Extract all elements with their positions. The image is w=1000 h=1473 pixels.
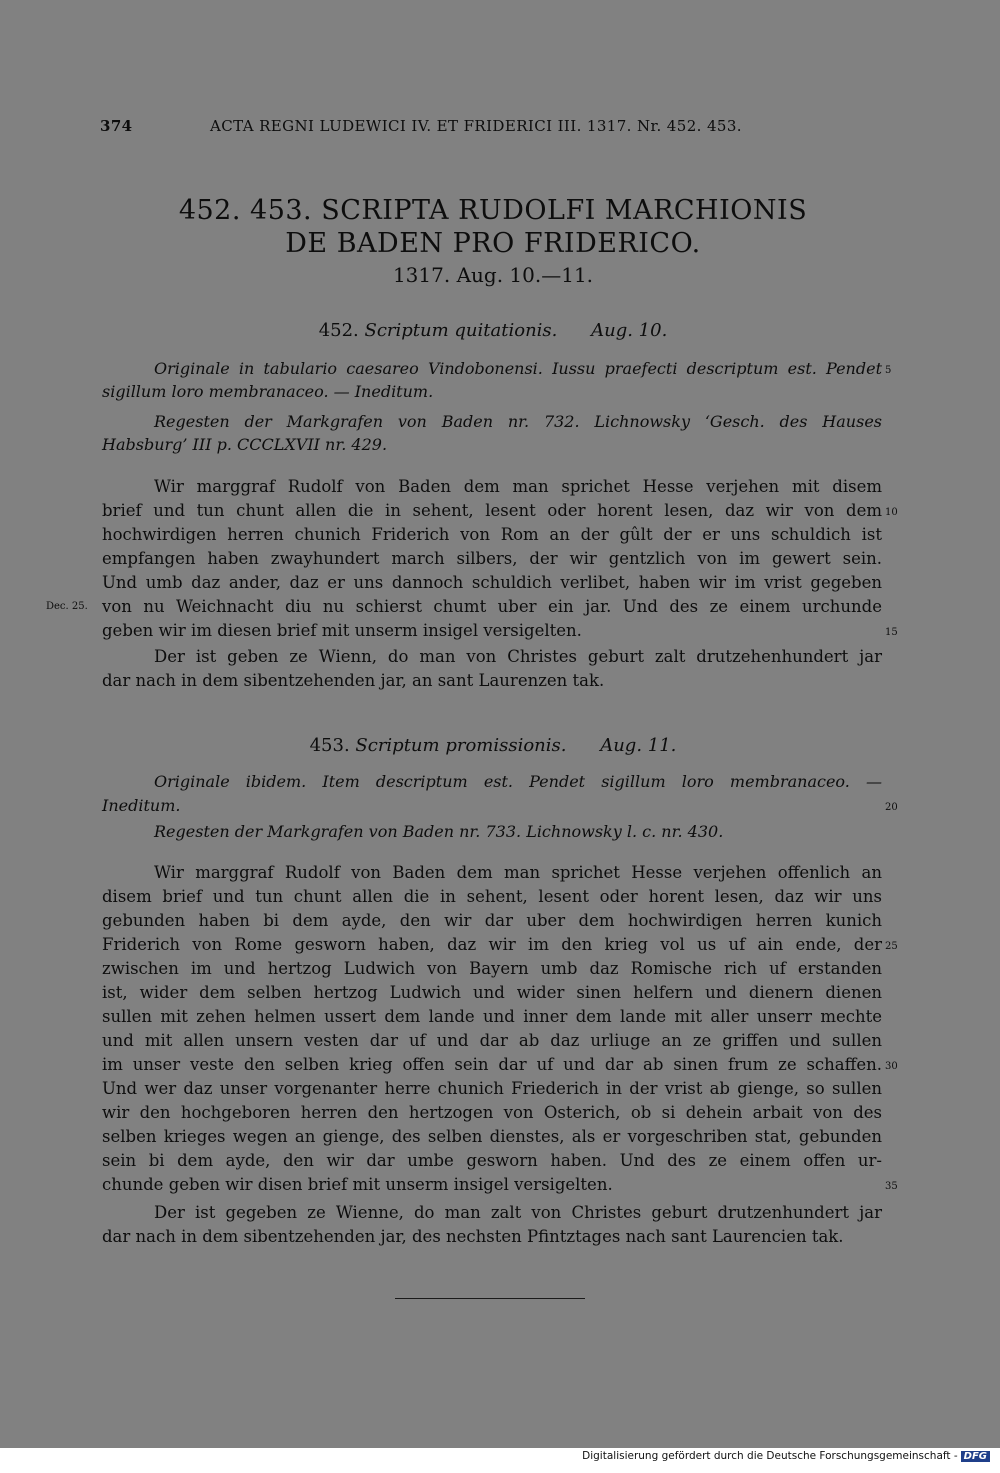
doc-453-text-line: sein bi dem ayde, den wir dar umbe gesworn haben. Und des ze einem offen ur- (102, 1151, 882, 1170)
line-number: 30 (885, 1061, 898, 1072)
doc-453-date: Aug. 11. (600, 735, 677, 756)
doc-452-text-line: hochwirdigen herren chunich Friderich von Rom an der gûlt der er uns schuldich ist (102, 525, 882, 544)
doc-453-text-line: chunde geben wir disen brief mit unserm insigel versigelten. (102, 1175, 613, 1194)
doc-453-text-line: sullen mit zehen helmen ussert dem lande und inner dem lande mit aller unserr mechte (102, 1007, 882, 1026)
doc-452-note-line: Originale in tabulario caesareo Vindobonensi. Iussu praefecti descriptum est. Pendet (154, 359, 882, 378)
doc-453-note-line: Ineditum. (102, 796, 181, 815)
doc-453-text-line: Wir marggraf Rudolf von Baden dem man sprichet Hesse verjehen offenlich an (154, 863, 882, 882)
doc-453-heading (100, 735, 886, 756)
doc-453-text-line: wir den hochgeboren herren den hertzogen von Osterich, ob si dehein arbait von des (102, 1103, 882, 1122)
footer-credit (560, 1450, 990, 1472)
doc-452-dating-line: Der ist geben ze Wienn, do man von Christes geburt zalt drutzehenhundert jar (154, 647, 882, 666)
doc-452-title: Scriptum quitationis. (364, 320, 558, 341)
doc-453-text-line: gebunden haben bi dem ayde, den wir dar uber dem hochwirdigen herren kunich (102, 911, 882, 930)
doc-453-text-line: disem brief und tun chunt allen die in sehent, lesent oder horent lesen, daz wir uns (102, 887, 882, 906)
main-title-line-2: DE BADEN PRO FRIDERICO. (285, 228, 701, 259)
doc-453-text-line: Und wer daz unser vorgenanter herre chunich Friederich in der vrist ab gienge, so sullen (102, 1079, 882, 1098)
line-number: 10 (885, 507, 898, 518)
margin-date-note: Dec. 25. (46, 601, 88, 612)
doc-452-text-line: von nu Weichnacht diu nu schierst chumt uber ein jar. Und des ze einem urchunde (102, 597, 882, 616)
line-number: 35 (885, 1181, 898, 1192)
doc-452-number: 452. (318, 320, 359, 341)
line-number: 15 (885, 627, 898, 638)
doc-453-title: Scriptum promissionis. (355, 735, 567, 756)
doc-452-text-line: brief und tun chunt allen die in sehent, lesent oder horent lesen, daz wir von dem (102, 501, 882, 520)
doc-453-text-line: zwischen im und hertzog Ludwich von Bayern umb daz Romische rich uf erstanden (102, 959, 882, 978)
line-number: 20 (885, 802, 898, 813)
doc-452-note-line: sigillum loro membranaceo. — Ineditum. (102, 382, 434, 401)
doc-452-dating-line: dar nach in dem sibentzehenden jar, an sant Laurenzen tak. (102, 671, 605, 690)
doc-453-number: 453. (309, 735, 350, 756)
doc-452-regest-line: Habsburg’ III p. CCCLXVII nr. 429. (102, 435, 388, 454)
doc-452-text-line: geben wir im diesen brief mit unserm insigel versigelten. (102, 621, 582, 640)
dfg-logo: DFG (961, 1451, 990, 1462)
doc-453-text-line: ist, wider dem selben hertzog Ludwich und wider sinen helfern und dienern dienen (102, 983, 882, 1002)
doc-453-text-line: im unser veste den selben krieg offen sein dar uf und dar ab sinen frum ze schaffen. (102, 1055, 882, 1074)
doc-453-text-line: selben krieges wegen an gienge, des selben dienstes, als er vorgeschriben stat, gebunden (102, 1127, 882, 1146)
doc-452-regest-line: Regesten der Markgrafen von Baden nr. 732. Lichnowsky ‘Gesch. des Hauses (154, 412, 882, 431)
footer-text: Digitalisierung gefördert durch die Deutsche Forschungsgemeinschaft - (582, 1450, 958, 1462)
line-number: 5 (885, 365, 892, 376)
doc-452-text-line: empfangen haben zwayhundert march silbers, der wir gentzlich von im gewert sein. (102, 549, 882, 568)
running-title: ACTA REGNI LUDEWICI IV. ET FRIDERICI III. 1317. Nr. 452. 453. (210, 117, 742, 135)
doc-453-dating-line: Der ist gegeben ze Wienne, do man zalt von Christes geburt drutzenhundert jar (154, 1203, 882, 1222)
doc-452-text-line: Wir marggraf Rudolf von Baden dem man sprichet Hesse verjehen mit disem (154, 477, 882, 496)
doc-453-regest-line: Regesten der Markgrafen von Baden nr. 733. Lichnowsky l. c. nr. 430. (154, 822, 724, 841)
doc-453-note-line: Originale ibidem. Item descriptum est. Pendet sigillum loro membranaceo. — (154, 772, 882, 791)
line-number: 25 (885, 941, 898, 952)
doc-452-date: Aug. 10. (591, 320, 668, 341)
doc-453-text-line: Friderich von Rome gesworn haben, daz wir im den krieg vol us uf ain ende, der (102, 935, 882, 954)
doc-453-dating-line: dar nach in dem sibentzehenden jar, des nechsten Pfintztages nach sant Laurencien tak. (102, 1227, 844, 1246)
main-title-date: 1317. Aug. 10.—11. (392, 263, 594, 287)
doc-452-heading (100, 320, 886, 341)
page-number: 374 (100, 117, 133, 135)
doc-453-text-line: und mit allen unsern vesten dar uf und dar ab daz urliuge an ze griffen und sullen (102, 1031, 882, 1050)
closing-rule (395, 1298, 585, 1299)
doc-452-text-line: Und umb daz ander, daz er uns dannoch schuldich verlibet, haben wir im vrist gegeben (102, 573, 882, 592)
main-title-line-1: 452. 453. SCRIPTA RUDOLFI MARCHIONIS (178, 195, 808, 226)
